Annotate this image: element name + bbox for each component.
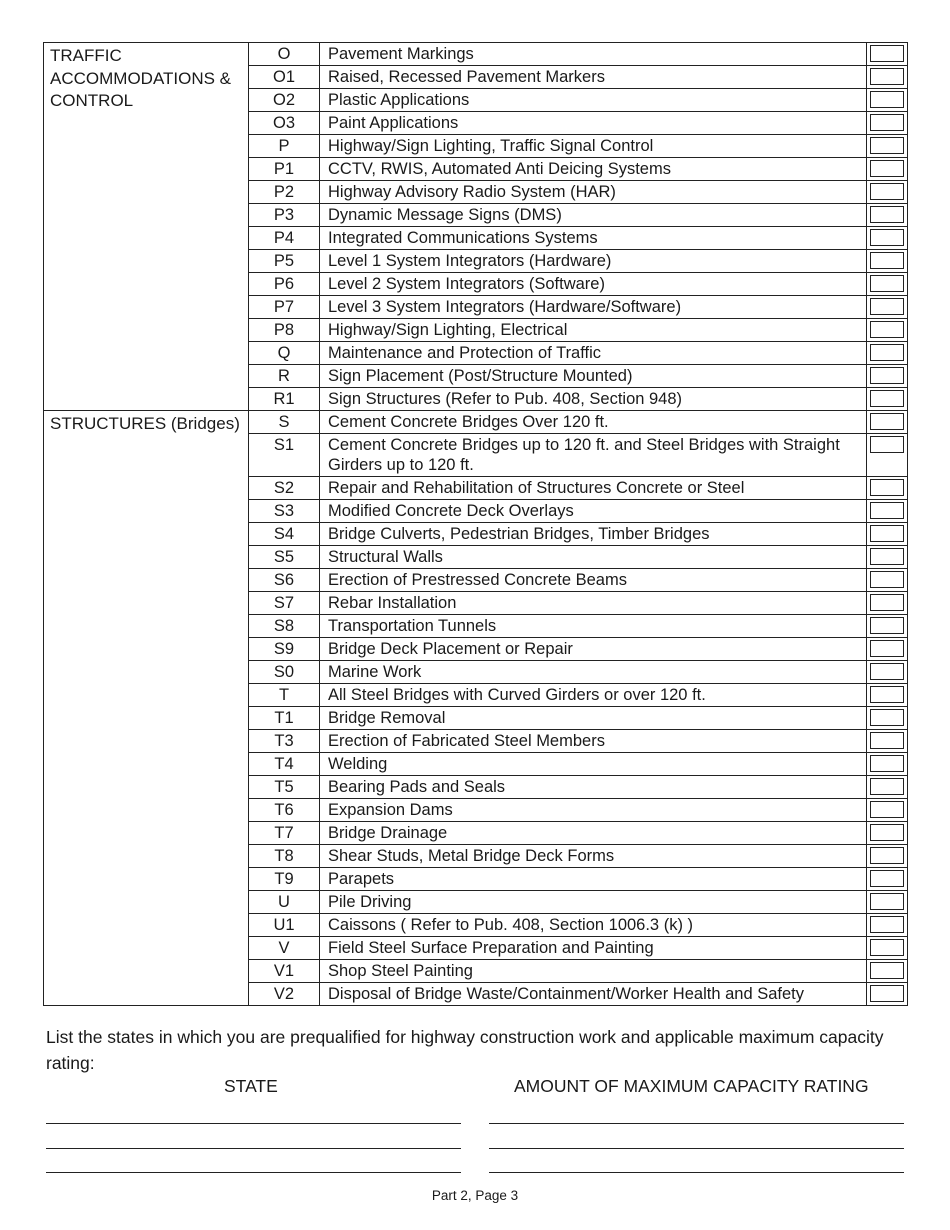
class-code: S3 [249, 500, 320, 523]
class-code: T7 [249, 822, 320, 845]
checkbox-cell [867, 250, 908, 273]
class-checkbox[interactable] [870, 962, 904, 979]
checkbox-cell [867, 937, 908, 960]
class-checkbox[interactable] [870, 525, 904, 542]
class-description: Cement Concrete Bridges up to 120 ft. and Steel Bridges with Straight Girders up to 120 ft. [320, 434, 867, 477]
class-code: S2 [249, 477, 320, 500]
checkbox-cell [867, 319, 908, 342]
checkbox-cell [867, 365, 908, 388]
class-description: CCTV, RWIS, Automated Anti Deicing Systems [320, 158, 867, 181]
class-description: Bridge Removal [320, 707, 867, 730]
class-code: T9 [249, 868, 320, 891]
checkbox-cell [867, 914, 908, 937]
class-checkbox[interactable] [870, 985, 904, 1002]
checkbox-cell [867, 227, 908, 250]
class-code: S7 [249, 592, 320, 615]
class-code: O1 [249, 66, 320, 89]
class-description: Field Steel Surface Preparation and Painting [320, 937, 867, 960]
class-code: U [249, 891, 320, 914]
class-code: T1 [249, 707, 320, 730]
class-checkbox[interactable] [870, 617, 904, 634]
class-checkbox[interactable] [870, 160, 904, 177]
class-description: Welding [320, 753, 867, 776]
checkbox-cell [867, 615, 908, 638]
class-description: Highway Advisory Radio System (HAR) [320, 181, 867, 204]
class-checkbox[interactable] [870, 206, 904, 223]
class-code: S9 [249, 638, 320, 661]
checkbox-cell [867, 135, 908, 158]
class-description: Pavement Markings [320, 43, 867, 66]
checkbox-cell [867, 799, 908, 822]
state-entry-line[interactable] [46, 1148, 461, 1149]
checkbox-cell [867, 730, 908, 753]
class-description: All Steel Bridges with Curved Girders or over 120 ft. [320, 684, 867, 707]
class-checkbox[interactable] [870, 91, 904, 108]
checkbox-cell [867, 342, 908, 365]
class-checkbox[interactable] [870, 252, 904, 269]
checkbox-cell [867, 569, 908, 592]
checkbox-cell [867, 411, 908, 434]
class-checkbox[interactable] [870, 709, 904, 726]
class-code: O2 [249, 89, 320, 112]
class-code: P2 [249, 181, 320, 204]
class-checkbox[interactable] [870, 436, 904, 453]
checkbox-cell [867, 523, 908, 546]
class-checkbox[interactable] [870, 229, 904, 246]
class-checkbox[interactable] [870, 686, 904, 703]
class-checkbox[interactable] [870, 847, 904, 864]
class-checkbox[interactable] [870, 183, 904, 200]
class-code: T8 [249, 845, 320, 868]
class-code: S0 [249, 661, 320, 684]
class-code: U1 [249, 914, 320, 937]
amount-column-header: AMOUNT OF MAXIMUM CAPACITY RATING [514, 1076, 869, 1096]
class-code: P1 [249, 158, 320, 181]
class-description: Highway/Sign Lighting, Electrical [320, 319, 867, 342]
class-code: P6 [249, 273, 320, 296]
class-description: Caissons ( Refer to Pub. 408, Section 1006.3 (k) ) [320, 914, 867, 937]
checkbox-cell [867, 89, 908, 112]
class-code: P7 [249, 296, 320, 319]
class-checkbox[interactable] [870, 594, 904, 611]
checkbox-cell [867, 43, 908, 66]
state-entry-line[interactable] [46, 1172, 461, 1173]
class-code: S5 [249, 546, 320, 569]
class-code: P [249, 135, 320, 158]
class-description: Highway/Sign Lighting, Traffic Signal Control [320, 135, 867, 158]
class-description: Expansion Dams [320, 799, 867, 822]
class-code: S1 [249, 434, 320, 477]
class-code: S6 [249, 569, 320, 592]
checkbox-cell [867, 960, 908, 983]
class-checkbox[interactable] [870, 916, 904, 933]
class-code: T5 [249, 776, 320, 799]
category-name: TRAFFIC ACCOMMODATIONS & CONTROL [44, 43, 249, 411]
class-description: Parapets [320, 868, 867, 891]
class-description: Level 3 System Integrators (Hardware/Software) [320, 296, 867, 319]
checkbox-cell [867, 500, 908, 523]
checkbox-cell [867, 434, 908, 477]
category-name: STRUCTURES (Bridges) [44, 411, 249, 1006]
amount-entry-line[interactable] [489, 1172, 904, 1173]
class-description: Plastic Applications [320, 89, 867, 112]
class-code: S [249, 411, 320, 434]
class-checkbox[interactable] [870, 870, 904, 887]
page-footer: Part 2, Page 3 [431, 1188, 519, 1203]
class-description: Level 2 System Integrators (Software) [320, 273, 867, 296]
state-entry-line[interactable] [46, 1123, 461, 1124]
class-checkbox[interactable] [870, 298, 904, 315]
class-description: Shop Steel Painting [320, 960, 867, 983]
class-description: Integrated Communications Systems [320, 227, 867, 250]
class-description: Cement Concrete Bridges Over 120 ft. [320, 411, 867, 434]
checkbox-cell [867, 204, 908, 227]
class-checkbox[interactable] [870, 732, 904, 749]
class-code: V2 [249, 983, 320, 1006]
class-code: T6 [249, 799, 320, 822]
class-description: Pile Driving [320, 891, 867, 914]
amount-entry-line[interactable] [489, 1148, 904, 1149]
class-checkbox[interactable] [870, 321, 904, 338]
class-code: R1 [249, 388, 320, 411]
checkbox-cell [867, 707, 908, 730]
class-description: Repair and Rehabilitation of Structures Concrete or Steel [320, 477, 867, 500]
checkbox-cell [867, 273, 908, 296]
checkbox-cell [867, 181, 908, 204]
class-checkbox[interactable] [870, 390, 904, 407]
class-description: Rebar Installation [320, 592, 867, 615]
class-code: T3 [249, 730, 320, 753]
class-code: S4 [249, 523, 320, 546]
checkbox-cell [867, 891, 908, 914]
class-checkbox[interactable] [870, 502, 904, 519]
checkbox-cell [867, 868, 908, 891]
checkbox-cell [867, 776, 908, 799]
class-description: Shear Studs, Metal Bridge Deck Forms [320, 845, 867, 868]
checkbox-cell [867, 983, 908, 1006]
class-checkbox[interactable] [870, 663, 904, 680]
class-description: Sign Placement (Post/Structure Mounted) [320, 365, 867, 388]
class-code: V [249, 937, 320, 960]
table-row [44, 411, 908, 434]
class-checkbox[interactable] [870, 114, 904, 131]
class-description: Transportation Tunnels [320, 615, 867, 638]
class-checkbox[interactable] [870, 548, 904, 565]
class-description: Level 1 System Integrators (Hardware) [320, 250, 867, 273]
class-checkbox[interactable] [870, 68, 904, 85]
class-description: Paint Applications [320, 112, 867, 135]
class-description: Maintenance and Protection of Traffic [320, 342, 867, 365]
checkbox-cell [867, 388, 908, 411]
class-description: Marine Work [320, 661, 867, 684]
class-description: Modified Concrete Deck Overlays [320, 500, 867, 523]
checkbox-cell [867, 753, 908, 776]
checkbox-cell [867, 158, 908, 181]
class-checkbox[interactable] [870, 413, 904, 430]
class-checkbox[interactable] [870, 755, 904, 772]
class-description: Bridge Deck Placement or Repair [320, 638, 867, 661]
class-code: P3 [249, 204, 320, 227]
class-checkbox[interactable] [870, 778, 904, 795]
class-code: P5 [249, 250, 320, 273]
class-code: S8 [249, 615, 320, 638]
class-description: Bearing Pads and Seals [320, 776, 867, 799]
class-checkbox[interactable] [870, 893, 904, 910]
class-description: Disposal of Bridge Waste/Containment/Worker Health and Safety [320, 983, 867, 1006]
class-checkbox[interactable] [870, 45, 904, 62]
checkbox-cell [867, 546, 908, 569]
class-description: Bridge Drainage [320, 822, 867, 845]
class-description: Structural Walls [320, 546, 867, 569]
class-code: T [249, 684, 320, 707]
class-checkbox[interactable] [870, 344, 904, 361]
class-code: O [249, 43, 320, 66]
class-code: P8 [249, 319, 320, 342]
checkbox-cell [867, 661, 908, 684]
table-row [44, 43, 908, 66]
checkbox-cell [867, 822, 908, 845]
class-description: Raised, Recessed Pavement Markers [320, 66, 867, 89]
checkbox-cell [867, 684, 908, 707]
checkbox-cell [867, 296, 908, 319]
class-checkbox[interactable] [870, 137, 904, 154]
class-checkbox[interactable] [870, 367, 904, 384]
amount-entry-line[interactable] [489, 1123, 904, 1124]
class-code: P4 [249, 227, 320, 250]
checkbox-cell [867, 845, 908, 868]
class-description: Erection of Prestressed Concrete Beams [320, 569, 867, 592]
class-code: Q [249, 342, 320, 365]
class-checkbox[interactable] [870, 939, 904, 956]
class-description: Erection of Fabricated Steel Members [320, 730, 867, 753]
class-checkbox[interactable] [870, 571, 904, 588]
class-description: Bridge Culverts, Pedestrian Bridges, Timber Bridges [320, 523, 867, 546]
state-column-header: STATE [224, 1076, 278, 1096]
checkbox-cell [867, 477, 908, 500]
class-checkbox[interactable] [870, 640, 904, 657]
states-instruction: List the states in which you are prequalified for highway construction work and applicable maximum capacity rating: [46, 1027, 884, 1073]
class-description: Dynamic Message Signs (DMS) [320, 204, 867, 227]
checkbox-cell [867, 112, 908, 135]
class-description: Sign Structures (Refer to Pub. 408, Section 948) [320, 388, 867, 411]
class-checkbox[interactable] [870, 824, 904, 841]
class-code: V1 [249, 960, 320, 983]
work-classification-table [43, 42, 908, 1006]
class-checkbox[interactable] [870, 479, 904, 496]
checkbox-cell [867, 592, 908, 615]
checkbox-cell [867, 638, 908, 661]
class-code: O3 [249, 112, 320, 135]
classification-body [44, 43, 908, 1006]
class-checkbox[interactable] [870, 801, 904, 818]
class-checkbox[interactable] [870, 275, 904, 292]
checkbox-cell [867, 66, 908, 89]
class-code: R [249, 365, 320, 388]
class-code: T4 [249, 753, 320, 776]
